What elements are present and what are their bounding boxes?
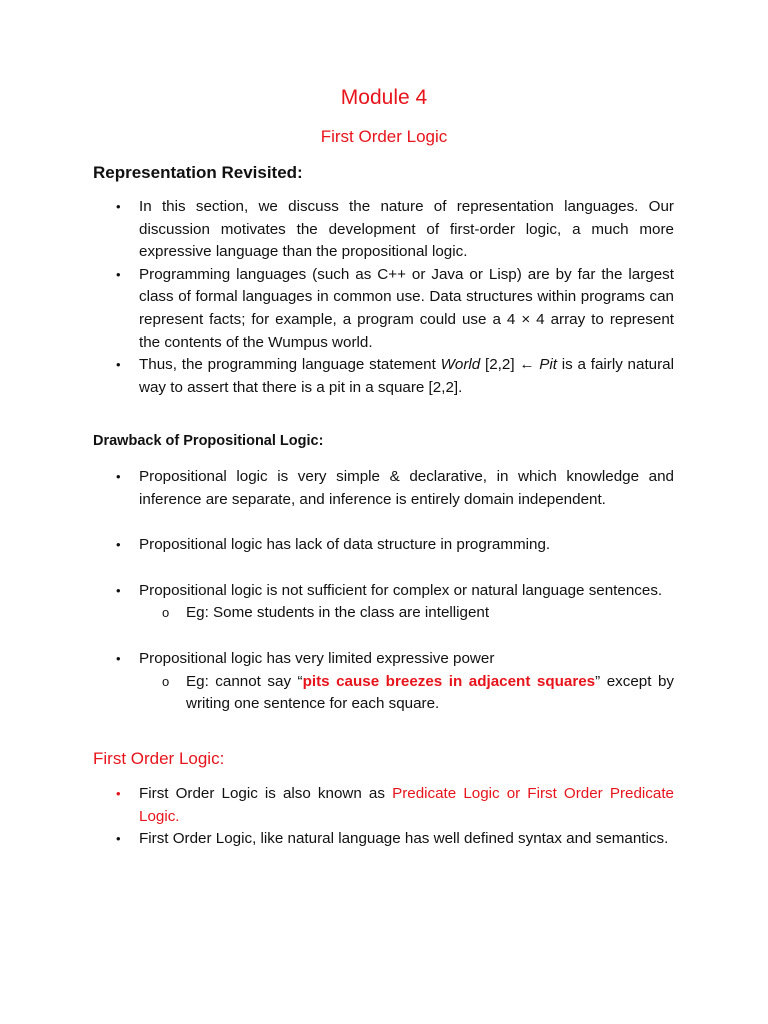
list-item-text-middle: [2,2] ←: [480, 356, 540, 374]
bullet-icon: •: [116, 469, 121, 484]
list-item-text: First Order Logic, like natural language has well defined syntax and semantics.: [139, 830, 669, 848]
list-item: [0, 264, 768, 354]
sub-list-item: [139, 602, 674, 625]
sub-list-item-text: Eg: Some students in the class are intelligent: [186, 604, 490, 622]
list-item-text: Propositional logic has lack of data structure in programming.: [139, 536, 551, 554]
list-item: [0, 466, 768, 511]
bullet-icon: •: [116, 786, 121, 801]
highlighted-phrase: Predicate Logic or First Order Predicate Logic.: [139, 785, 674, 825]
representation-list: [0, 196, 768, 399]
sub-list-item-suffix: ” except by writing one sentence for each square.: [186, 672, 674, 713]
bullet-icon: •: [116, 650, 121, 666]
bullet-icon: •: [116, 582, 121, 598]
list-item: [0, 580, 768, 625]
list-item: [0, 354, 768, 399]
section-heading-drawback: Drawback of Propositional Logic:: [93, 433, 324, 449]
list-spacer: [0, 557, 768, 580]
bullet-icon: •: [116, 831, 121, 847]
sub-list-item: [139, 671, 674, 716]
world-term: World: [440, 356, 481, 374]
list-item-text-prefix: Thus, the programming language statement: [139, 356, 441, 374]
list-item: [0, 534, 768, 557]
list-item-text: Propositional logic is not sufficient for complex or natural language sentences.: [139, 581, 663, 599]
pit-term: Pit: [539, 356, 558, 374]
list-item: [0, 648, 768, 716]
list-item: [0, 196, 768, 264]
list-item: [0, 828, 768, 851]
section-heading-first-order-logic: First Order Logic:: [93, 749, 225, 768]
list-spacer: [0, 625, 768, 648]
document-subtitle: First Order Logic: [320, 127, 448, 146]
list-item-text: Propositional logic is very simple & declarative, in which knowledge and inference are separate, and inference is entirely domain independent.: [139, 468, 674, 508]
list-item: [0, 783, 768, 828]
sub-bullet-icon: o: [162, 673, 170, 689]
list-item-text-prefix: First Order Logic is also known as: [139, 785, 393, 802]
sub-list-item-prefix: Eg: cannot say “: [186, 672, 303, 690]
list-item-text: Programming languages (such as C++ or Java or Lisp) are by far the largest class of formal languages in common use. Data structures within programs can represent facts; for example, a program could use a 4 × 4 array to represent the contents of the Wumpus world.: [139, 265, 674, 351]
sub-list: [139, 671, 674, 716]
bullet-icon: •: [116, 199, 121, 214]
section-heading-representation: Representation Revisited:: [93, 163, 303, 182]
bullet-icon: •: [116, 537, 121, 553]
module-title: Module 4: [340, 86, 428, 109]
list-item-text-suffix: is a fairly natural way to assert that there is a pit in a square [2,2].: [139, 356, 674, 396]
sub-list: [139, 602, 674, 625]
drawback-list: [0, 466, 768, 716]
first-order-logic-list: [0, 783, 768, 851]
list-item-text: In this section, we discuss the nature of representation languages. Our discussion motivates the development of first-order logic, a much more expressive language than the propositional logic.: [139, 198, 674, 261]
highlighted-phrase: pits cause breezes in adjacent squares: [302, 672, 596, 690]
sub-bullet-icon: o: [162, 605, 170, 621]
bullet-icon: •: [116, 266, 121, 282]
list-spacer: [0, 511, 768, 534]
bullet-icon: •: [116, 357, 121, 373]
list-item-text: Propositional logic has very limited expressive power: [139, 649, 495, 667]
